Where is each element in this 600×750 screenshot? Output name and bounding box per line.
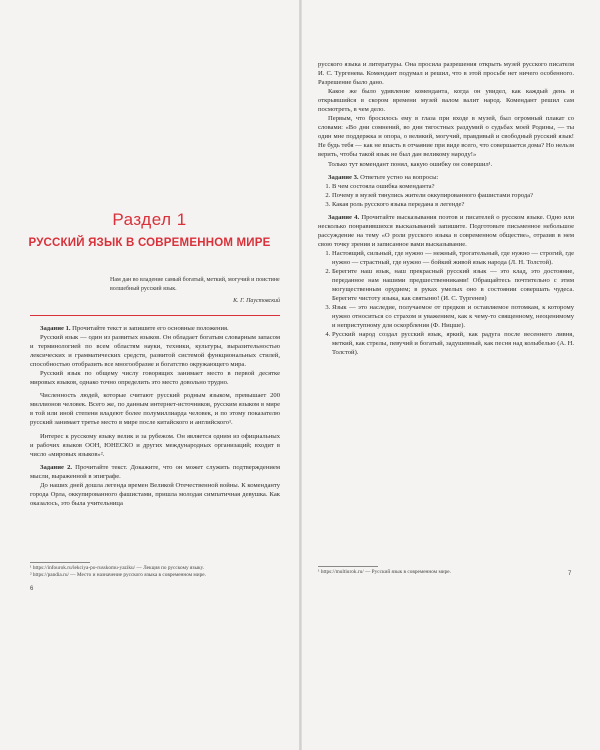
section-label: Раздел 1 (112, 210, 187, 229)
footnote: ² https://pandia.ru/ — Место и назначение русского языка в современном мире. (30, 572, 206, 579)
list-item: 1. В чем состояла ошибка коменданта? (332, 182, 574, 191)
paragraph: Первым, что бросилось ему в глаза при входе в музей, был огромный плакат со словами: «Во дни сомнений, во дни тягостных раздумий о судьбах моей Родины, — ты один мне поддержка и опора, о великий, могучий, правдивый и свободный русский язык! Не будь тебя — как не впасть в отчаяние при виде всего, что совершается дома? Но нельзя верить, чтобы такой язык не был дан великому народу!» (318, 115, 574, 159)
task-4 (318, 213, 574, 249)
right-footnotes (318, 566, 574, 576)
task-3 (318, 173, 574, 182)
footnote-rule (30, 562, 90, 563)
paragraph: Русский язык по общему числу говорящих занимает место в первой десятке мировых языков, однако точно определить это место довольно трудно. (30, 370, 280, 387)
task-3-label: Задание 3. (328, 173, 359, 181)
section-title: РУССКИЙ ЯЗЫК В СОВРЕМЕННОМ МИРЕ (28, 237, 271, 249)
list-item: 3. Какая роль русского языка передана в легенде? (332, 200, 574, 209)
page-number-left: 6 (30, 586, 34, 592)
right-page (302, 0, 600, 750)
paragraph: Интерес к русскому языку велик и за рубежом. Он является одним из официальных и рабочих языков ООН, ЮНЕСКО и других международных организаций; входит в число «мировых языков»². (30, 432, 280, 458)
page-number-right: 7 (568, 571, 572, 577)
epigraph (110, 276, 280, 306)
paragraph: Какое же было удивление коменданта, когда он увидел, как каждый день и открывшийся в скором времени музей валом валит народ. Комендант решил сам посмотреть, в чем дело. (318, 88, 574, 114)
paragraph: До наших дней дошла легенда времен Великой Отечественной войны. К коменданту города Орла, оккупированного фашистами, пришла молодая симпатичная девушка. Как оказалось, это была учительница (30, 481, 280, 507)
epigraph-text: Нам дан во владение самый богатый, меткий, могучий и поистине волшебный русский язык. (110, 277, 280, 292)
task-4-list (318, 249, 574, 358)
left-page (0, 0, 299, 750)
task-1-text: Прочитайте текст и запишите его основные положения. (70, 325, 229, 332)
right-page-body (318, 60, 574, 358)
left-footnotes (30, 562, 280, 580)
list-item: 3. Язык — это наследие, получаемое от предков и оставляемое потомкам, к которому нужно относиться со страхом и уважением, как к чему-то священному, неоценимому и неприступному для оскорбления (Ф. Ницше). (332, 303, 574, 330)
paragraph: Только тут комендант понял, какую ошибку он совершил¹. (328, 160, 493, 168)
section-divider (30, 315, 280, 316)
task-2-label: Задание 2. (40, 463, 73, 471)
paragraph: Численность людей, которые считают русский родным языком, превышает 200 миллионов человек. Всего же, по данным интернет-источников, русским языком в мире в той или иной степени владеют более полумиллиарда человек, и по этому показателю русский занимает третье место в мире после китайского и английского¹. (30, 392, 280, 427)
task-3-list (318, 182, 574, 209)
paragraph: Русский язык — один из развитых языков. Он обладает богатым словарным запасом и терминологией по всем областям науки, техники, культуры, выразительностью лексических и грамматических средств, развитой системой функциональных стилей, способностью отобразить все многообразие и богатство окружающего мира. (30, 334, 280, 369)
task-1-label: Задание 1. (40, 325, 71, 332)
task-2 (30, 463, 280, 481)
task-4-text: Прочитайте высказывания поэтов и писателей о русском языке. Одно или несколько понравившихся высказываний запишите. Подготовьте письменное небольшое рассуждение на тему «О роли русского языка в современном обществе», отразив в нем свою точку зрения и записанное вами высказывание. (318, 213, 574, 248)
footnote: ¹ https://infourok.ru/lekciya-po-russkomu-yaziku/ — Лекция по русскому языку. (30, 564, 204, 571)
task-3-text: Ответьте устно на вопросы: (358, 173, 439, 181)
list-item: 1. Настоящий, сильный, где нужно — нежный, трогательный, где нужно — строгий, где нужно — страстный, где нужно — бойкий живой язык народа (Л. Н. Толстой). (332, 249, 574, 267)
task-4-label: Задание 4. (328, 213, 360, 221)
task-2-text: Прочитайте текст. Докажите, что он может служить подтверждением мысли, выраженной в эпиграфе. (30, 463, 280, 480)
list-item: 2. Берегите наш язык, наш прекрасный русский язык — это клад, это достояние, переданное нам нашими предшественниками! Обращайтесь почтительно с этим могущественным орудием; в руках умелых оно в состоянии совершать чудеса. Берегите чистоту языка, как святыню! (И. С. Тургенев) (332, 267, 574, 303)
paragraph: русского языка и литературы. Она просила разрешения открыть музей русского писателя И. С. Тургенева. Комендант подумал и решил, что в этой просьбе нет ничего особенного. Разрешение было дано. (318, 61, 574, 87)
left-page-body (30, 324, 280, 508)
task-1 (30, 324, 280, 333)
epigraph-author: К. Г. Паустовский (233, 298, 280, 304)
footnote-rule (318, 566, 378, 567)
list-item: 2. Почему в музей тянулись жители оккупированного фашистами города? (332, 191, 574, 200)
footnote: ¹ https://multiurok.ru/ — Русский язык в современном мире. (318, 568, 451, 575)
list-item: 4. Русский народ создал русский язык, яркий, как радуга после весеннего ливня, меткий, как стрелы, певучий и богатый, задушевный, как песня над колыбелью (А. Н. Толстой). (332, 330, 574, 357)
